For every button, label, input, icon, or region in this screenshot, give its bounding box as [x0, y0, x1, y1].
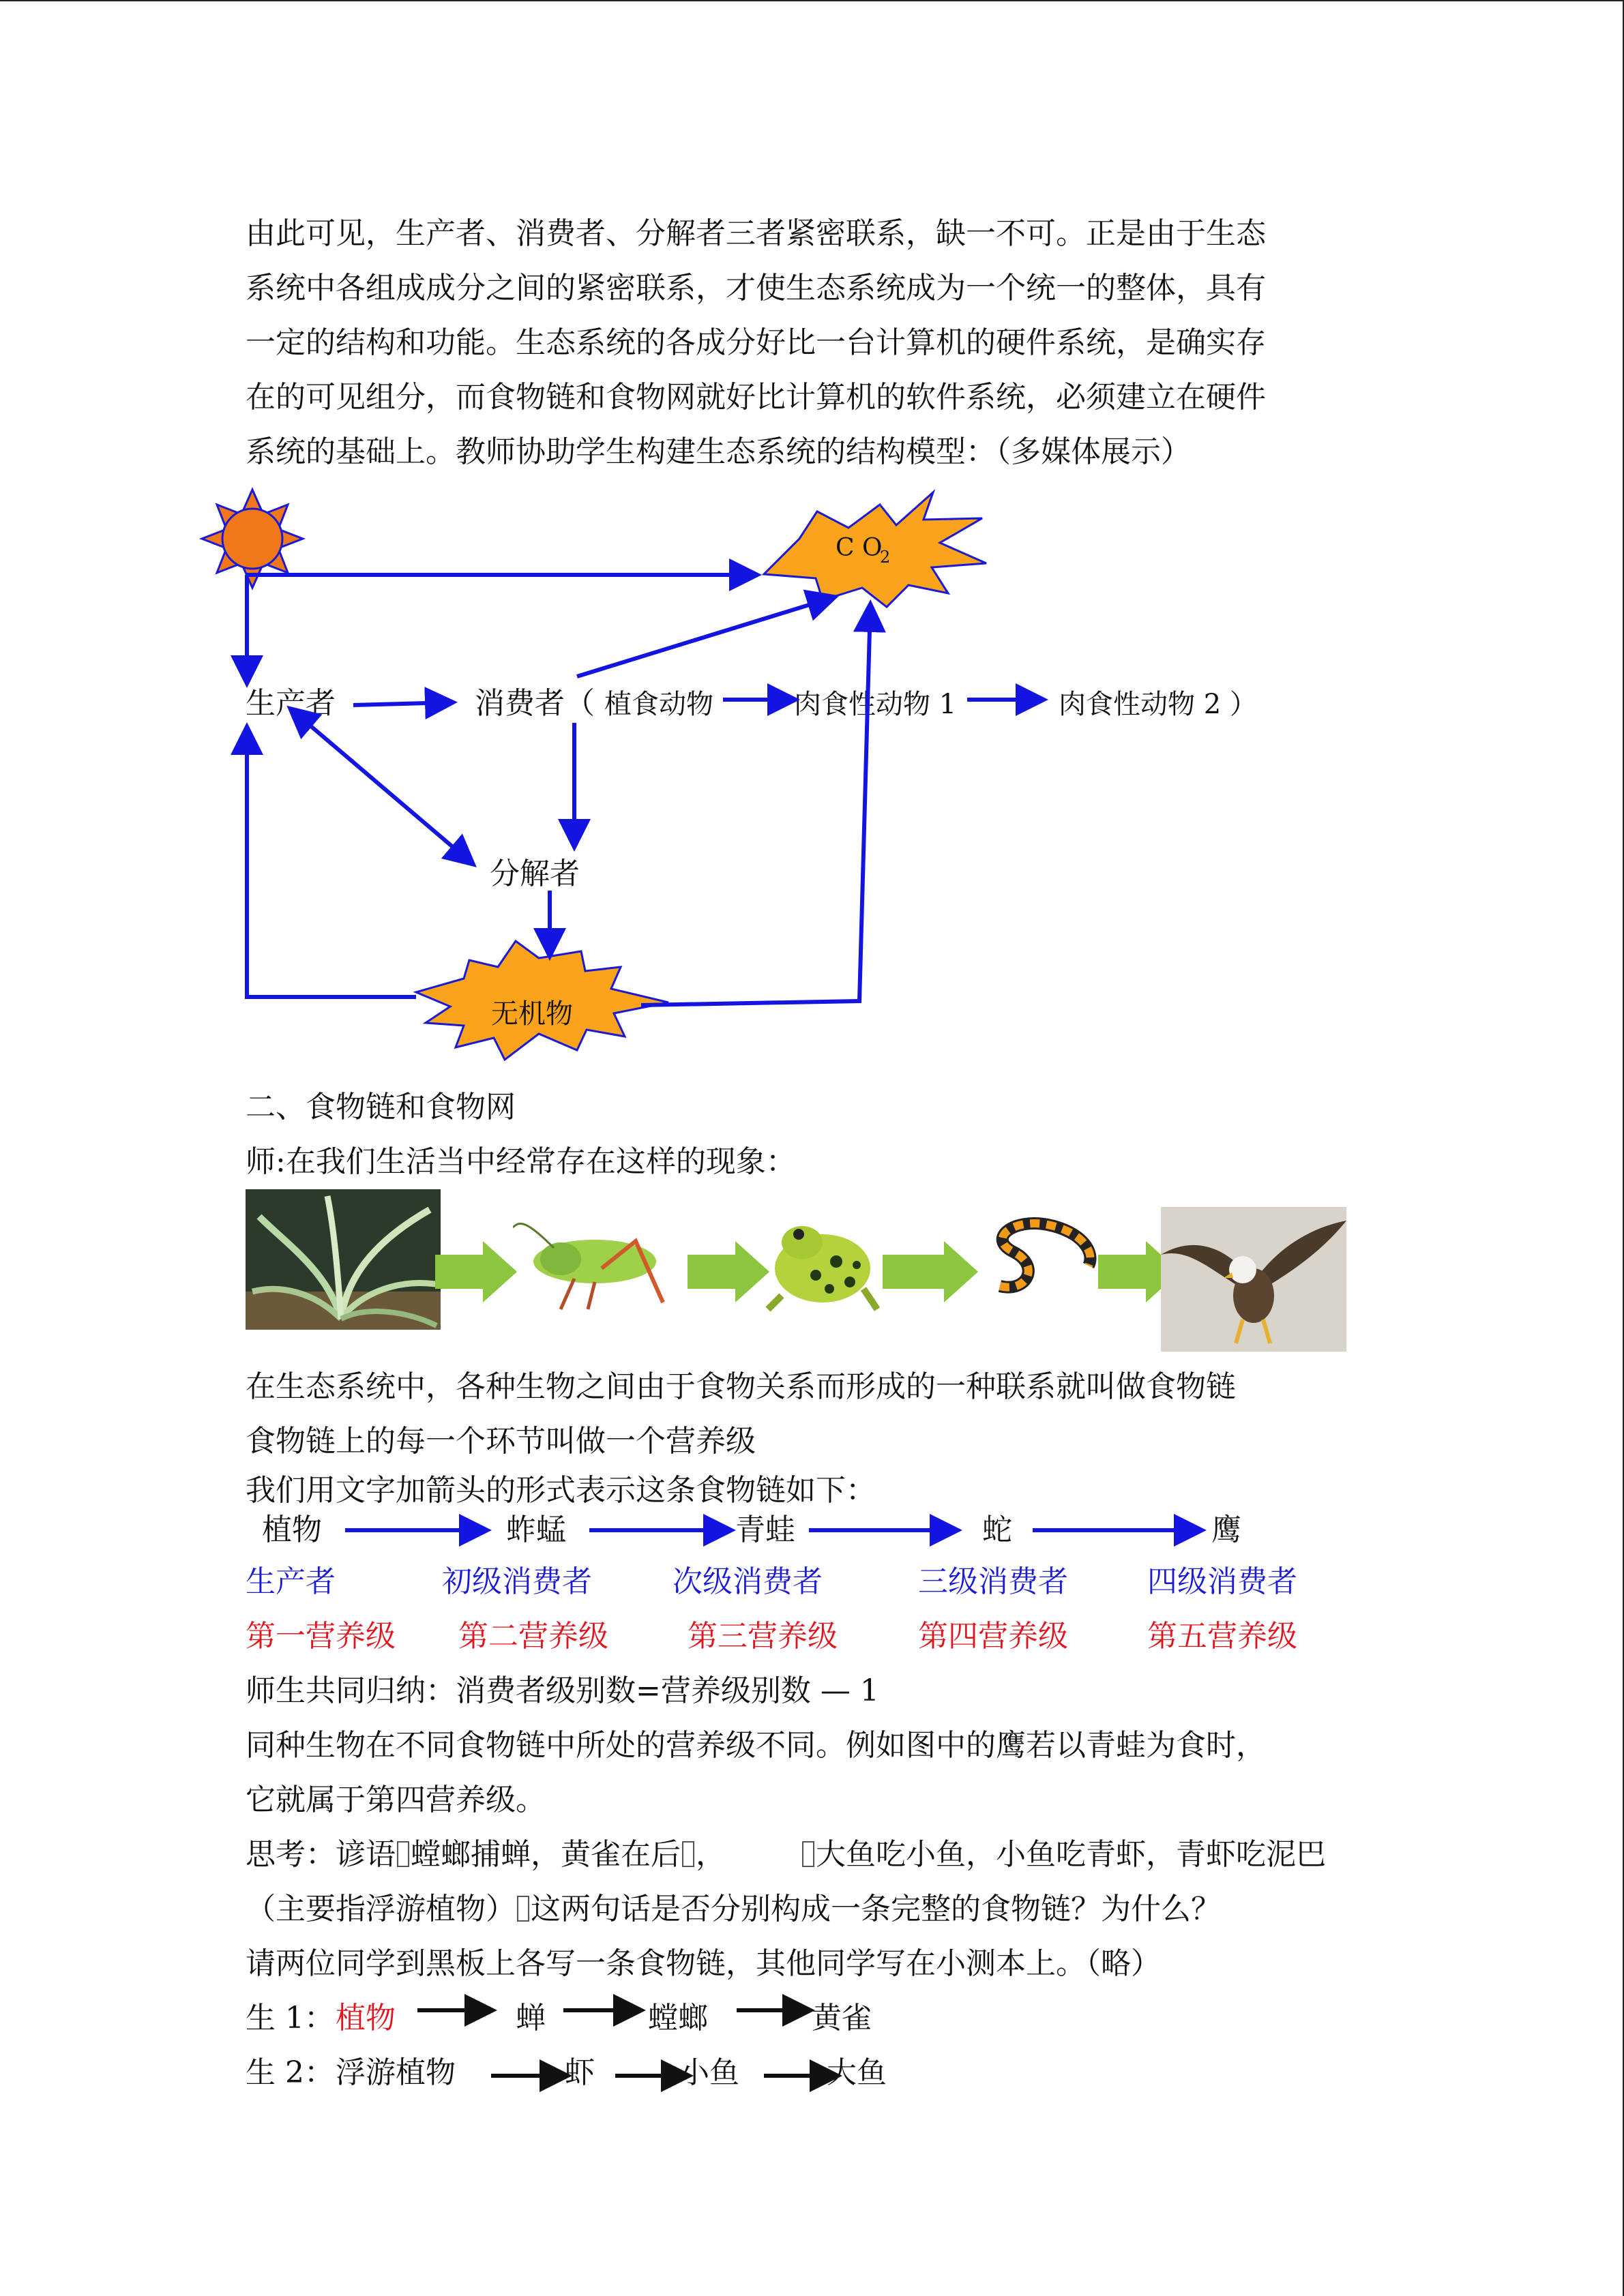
chain-arrows [0, 1514, 1624, 1548]
decomposer-label: 分解者 [490, 856, 580, 891]
chain-item: 蚱蜢 [506, 1512, 566, 1547]
inorganic-burst [416, 941, 668, 1060]
consumer-level: 四级消费者 [1147, 1564, 1297, 1599]
missing-glyph [517, 1896, 529, 1922]
consumer-level: 生产者 [246, 1564, 336, 1599]
student1-label: 生 1： [246, 2001, 334, 2036]
student1-item: 蝉 [516, 2001, 546, 2036]
diagram-arrows [247, 575, 1042, 1005]
consumer-level: 初级消费者 [442, 1564, 592, 1599]
section-title: 二、食物链和食物网 [246, 1090, 516, 1124]
co2-subscript: 2 [880, 548, 891, 567]
teacher-line: 师:在我们生活当中经常存在这样的现象： [246, 1144, 796, 1179]
think-line-2 [246, 1882, 1221, 1937]
ecosystem-diagram [0, 0, 1624, 1091]
plant-image [246, 1189, 441, 1330]
student2-item: 小鱼 [679, 2055, 739, 2090]
carnivore2-label: 肉食性动物 2 ） [1059, 689, 1257, 720]
think-comma: ， [696, 1837, 726, 1872]
consumer-label: 消费者（ [475, 686, 595, 721]
producer-decomposer-arrow [307, 723, 472, 863]
co2-burst [764, 492, 986, 607]
trophic-level: 第四营养级 [918, 1619, 1068, 1654]
trophic-level: 第一营养级 [246, 1619, 396, 1654]
green-arrow-2 [688, 1241, 769, 1302]
chain-item: 蛇 [982, 1512, 1012, 1547]
chain-item: 青蛙 [735, 1512, 795, 1547]
student1-item: 螳螂 [648, 2001, 708, 2036]
student2-label: 生 2： [246, 2055, 334, 2090]
snake-image [986, 1211, 1109, 1300]
missing-glyph [802, 1841, 814, 1867]
intro-line: 由此可见，生产者、消费者、分解者三者紧密联系，缺一不可。正是由于生态 [246, 216, 1266, 251]
think-note: （主要指浮游植物） [246, 1892, 516, 1926]
producer-to-consumer-arrow [353, 702, 452, 705]
definition-line: 在生态系统中，各种生物之间由于食物关系而形成的一种联系就叫做食物链 [246, 1369, 1236, 1404]
proverb-2: 大鱼吃小鱼，小鱼吃青虾，青虾吃泥巴 [816, 1837, 1326, 1872]
producer-label: 生产者 [246, 686, 336, 721]
chain-item: 鹰 [1211, 1512, 1241, 1547]
grasshopper-image [513, 1214, 679, 1316]
inorganic-label: 无机物 [491, 998, 573, 1030]
carnivore1-label: 肉食性动物 1 [794, 689, 957, 720]
note-line: 同种生物在不同食物链中所处的营养级不同。例如图中的鹰若以青蛙为食时， [246, 1728, 1266, 1763]
missing-glyph [682, 1841, 694, 1867]
student1-item: 黄雀 [812, 2001, 872, 2036]
student2-item: 浮游植物 [336, 2055, 456, 2090]
definition-line: 食物链上的每一个环节叫做一个营养级 [246, 1424, 756, 1459]
summary-line: 师生共同归纳：消费者级别数=营养级别数 — 1 [246, 1673, 879, 1708]
trophic-level: 第三营养级 [688, 1619, 838, 1654]
chain-item: 植物 [262, 1512, 322, 1547]
student2-item: 大鱼 [827, 2055, 887, 2090]
green-arrow-3 [883, 1241, 978, 1302]
think-prefix: 思考：谚语 [246, 1837, 396, 1872]
definition-line: 我们用文字加箭头的形式表示这条食物链如下： [246, 1473, 876, 1508]
note-line: 它就属于第四营养级。 [246, 1783, 546, 1817]
intro-line: 一定的结构和功能。生态系统的各成分好比一台计算机的硬件系统，是确实存 [246, 325, 1266, 360]
inorganic-to-co2-arrow [641, 606, 870, 1005]
student2-item: 虾 [565, 2055, 595, 2090]
eagle-image [1161, 1207, 1346, 1352]
consumer-level: 次级消费者 [673, 1564, 823, 1599]
trophic-level: 第二营养级 [458, 1619, 608, 1654]
herbivore-label: 植食动物 [604, 689, 713, 720]
think-question: 这两句话是否分别构成一条完整的食物链？为什么？ [531, 1892, 1221, 1926]
frog-image [761, 1207, 883, 1316]
think-line-1 [246, 1828, 1326, 1882]
intro-line: 系统的基础上。教师协助学生构建生态系统的结构模型：（多媒体展示） [246, 434, 1191, 469]
intro-line: 在的可见组分，而食物链和食物网就好比计算机的软件系统，必须建立在硬件 [246, 380, 1266, 415]
consumer-level: 三级消费者 [918, 1564, 1068, 1599]
assignment-line: 请两位同学到黑板上各写一条食物链，其他同学写在小测本上。（略） [246, 1946, 1161, 1981]
green-arrow-1 [435, 1241, 517, 1302]
student-chain-arrows [0, 1991, 1624, 2107]
missing-glyph [397, 1841, 409, 1867]
inorganic-to-producer-arrow [247, 728, 416, 997]
proverb-1: 螳螂捕蝉，黄雀在后 [411, 1837, 681, 1872]
co2-label: C O [836, 534, 883, 562]
trophic-level: 第五营养级 [1147, 1619, 1297, 1654]
consumer-to-co2-arrow [577, 597, 833, 676]
student1-item: 植物 [336, 2001, 396, 2036]
intro-line: 系统中各组成成分之间的紧密联系，才使生态系统成为一个统一的整体，具有 [246, 271, 1266, 305]
